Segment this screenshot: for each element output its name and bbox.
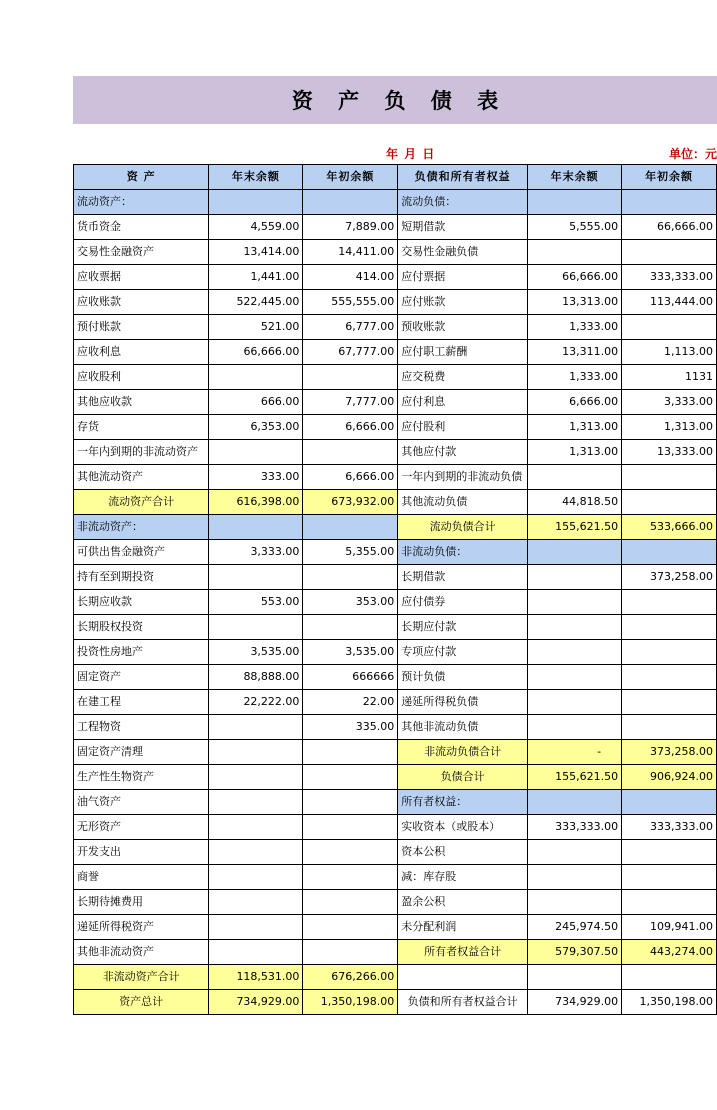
liability-end-balance bbox=[528, 965, 622, 990]
liability-name: 盈余公积 bbox=[398, 890, 528, 915]
asset-end-balance: 4,559.00 bbox=[209, 215, 303, 240]
table-row bbox=[74, 590, 717, 615]
liability-begin-balance bbox=[622, 640, 717, 665]
liability-end-balance: 579,307.50 bbox=[528, 940, 622, 965]
table-row bbox=[74, 765, 717, 790]
asset-end-balance bbox=[209, 890, 303, 915]
liability-end-balance bbox=[528, 540, 622, 565]
asset-end-balance: 553.00 bbox=[209, 590, 303, 615]
liability-begin-balance bbox=[622, 240, 717, 265]
liability-end-balance: 1,333.00 bbox=[528, 315, 622, 340]
header-asset-begin-balance: 年初余额 bbox=[303, 165, 398, 190]
asset-begin-balance bbox=[303, 740, 398, 765]
table-row bbox=[74, 190, 717, 215]
liability-end-balance: 1,313.00 bbox=[528, 440, 622, 465]
liability-end-balance: 245,974.50 bbox=[528, 915, 622, 940]
asset-begin-balance: 1,350,198.00 bbox=[303, 990, 398, 1015]
asset-name: 非流动资产： bbox=[74, 515, 209, 540]
liability-begin-balance bbox=[622, 315, 717, 340]
liability-name: 其他非流动负债 bbox=[398, 715, 528, 740]
asset-end-balance: 66,666.00 bbox=[209, 340, 303, 365]
asset-begin-balance: 22.00 bbox=[303, 690, 398, 715]
liability-name: 其他流动负债 bbox=[398, 490, 528, 515]
asset-name: 存货 bbox=[74, 415, 209, 440]
asset-name: 投资性房地产 bbox=[74, 640, 209, 665]
liability-name: 应交税费 bbox=[398, 365, 528, 390]
liability-begin-balance bbox=[622, 665, 717, 690]
asset-name: 递延所得税资产 bbox=[74, 915, 209, 940]
table-row bbox=[74, 915, 717, 940]
liability-name: 应付利息 bbox=[398, 390, 528, 415]
table-row bbox=[74, 390, 717, 415]
liability-end-balance: 44,818.50 bbox=[528, 490, 622, 515]
asset-name: 持有至到期投资 bbox=[74, 565, 209, 590]
table-row bbox=[74, 790, 717, 815]
liability-end-balance bbox=[528, 465, 622, 490]
header-liability-begin-balance: 年初余额 bbox=[622, 165, 717, 190]
asset-name: 应收账款 bbox=[74, 290, 209, 315]
asset-begin-balance: 673,932.00 bbox=[303, 490, 398, 515]
liability-begin-balance: 1131 bbox=[622, 365, 717, 390]
asset-begin-balance: 5,355.00 bbox=[303, 540, 398, 565]
title-banner bbox=[73, 76, 717, 124]
liability-begin-balance: 373,258.00 bbox=[622, 740, 717, 765]
asset-end-balance bbox=[209, 790, 303, 815]
liability-end-balance bbox=[528, 690, 622, 715]
liability-name: 应付债券 bbox=[398, 590, 528, 615]
asset-name: 工程物资 bbox=[74, 715, 209, 740]
liability-begin-balance: 113,444.00 bbox=[622, 290, 717, 315]
asset-name: 一年内到期的非流动资产 bbox=[74, 440, 209, 465]
liability-begin-balance bbox=[622, 590, 717, 615]
table-row bbox=[74, 490, 717, 515]
liability-end-balance: 155,621.50 bbox=[528, 765, 622, 790]
asset-name: 货币资金 bbox=[74, 215, 209, 240]
liability-end-balance: 1,313.00 bbox=[528, 415, 622, 440]
asset-end-balance bbox=[209, 915, 303, 940]
asset-begin-balance: 335.00 bbox=[303, 715, 398, 740]
asset-name: 流动资产： bbox=[74, 190, 209, 215]
asset-begin-balance: 6,777.00 bbox=[303, 315, 398, 340]
liability-name: 预计负债 bbox=[398, 665, 528, 690]
table-row bbox=[74, 890, 717, 915]
asset-end-balance bbox=[209, 865, 303, 890]
asset-begin-balance bbox=[303, 765, 398, 790]
liability-begin-balance bbox=[622, 540, 717, 565]
liability-end-balance bbox=[528, 640, 622, 665]
liability-end-balance bbox=[528, 190, 622, 215]
unit-label: 单位：元 bbox=[669, 147, 717, 161]
header-liability-name: 负债和所有者权益 bbox=[398, 165, 528, 190]
liability-begin-balance: 3,333.00 bbox=[622, 390, 717, 415]
liability-name: 负债和所有者权益合计 bbox=[398, 990, 528, 1015]
asset-name: 其他应收款 bbox=[74, 390, 209, 415]
asset-begin-balance bbox=[303, 915, 398, 940]
liability-begin-balance bbox=[622, 965, 717, 990]
table-row bbox=[74, 615, 717, 640]
asset-name: 应收股利 bbox=[74, 365, 209, 390]
liability-begin-balance: 533,666.00 bbox=[622, 515, 717, 540]
liability-name bbox=[398, 965, 528, 990]
asset-name: 长期待摊费用 bbox=[74, 890, 209, 915]
asset-begin-balance: 353.00 bbox=[303, 590, 398, 615]
table-row bbox=[74, 990, 717, 1015]
asset-begin-balance bbox=[303, 515, 398, 540]
liability-begin-balance: 109,941.00 bbox=[622, 915, 717, 940]
asset-end-balance: 13,414.00 bbox=[209, 240, 303, 265]
table-row bbox=[74, 715, 717, 740]
table-row bbox=[74, 690, 717, 715]
liability-end-balance: 13,313.00 bbox=[528, 290, 622, 315]
asset-begin-balance bbox=[303, 365, 398, 390]
liability-end-balance: 734,929.00 bbox=[528, 990, 622, 1015]
asset-end-balance bbox=[209, 565, 303, 590]
page-title: 资 产 负 债 表 bbox=[291, 89, 508, 113]
liability-begin-balance: 333,333.00 bbox=[622, 265, 717, 290]
date-label: 年 月 日 bbox=[386, 147, 436, 161]
asset-begin-balance: 414.00 bbox=[303, 265, 398, 290]
asset-name: 流动资产合计 bbox=[74, 490, 209, 515]
header-row bbox=[74, 165, 717, 190]
asset-end-balance: 118,531.00 bbox=[209, 965, 303, 990]
table-row bbox=[74, 465, 717, 490]
liability-begin-balance: 1,113.00 bbox=[622, 340, 717, 365]
asset-name: 固定资产清理 bbox=[74, 740, 209, 765]
liability-name: 所有者权益： bbox=[398, 790, 528, 815]
asset-end-balance bbox=[209, 615, 303, 640]
asset-end-balance: 88,888.00 bbox=[209, 665, 303, 690]
asset-begin-balance: 14,411.00 bbox=[303, 240, 398, 265]
liability-begin-balance: 66,666.00 bbox=[622, 215, 717, 240]
liability-name: 交易性金融负债 bbox=[398, 240, 528, 265]
liability-name: 长期借款 bbox=[398, 565, 528, 590]
liability-begin-balance bbox=[622, 865, 717, 890]
asset-begin-balance bbox=[303, 865, 398, 890]
asset-begin-balance: 3,535.00 bbox=[303, 640, 398, 665]
asset-name: 固定资产 bbox=[74, 665, 209, 690]
asset-name: 油气资产 bbox=[74, 790, 209, 815]
table-row bbox=[74, 365, 717, 390]
asset-name: 应收利息 bbox=[74, 340, 209, 365]
asset-name: 长期股权投资 bbox=[74, 615, 209, 640]
liability-end-balance bbox=[528, 790, 622, 815]
asset-end-balance: 3,535.00 bbox=[209, 640, 303, 665]
liability-name: 应付票据 bbox=[398, 265, 528, 290]
liability-end-balance: - bbox=[528, 740, 622, 765]
asset-begin-balance bbox=[303, 440, 398, 465]
liability-end-balance bbox=[528, 865, 622, 890]
liability-begin-balance: 13,333.00 bbox=[622, 440, 717, 465]
liability-name: 一年内到期的非流动负债 bbox=[398, 465, 528, 490]
liability-end-balance bbox=[528, 715, 622, 740]
asset-end-balance: 6,353.00 bbox=[209, 415, 303, 440]
asset-name: 开发支出 bbox=[74, 840, 209, 865]
liability-begin-balance bbox=[622, 715, 717, 740]
table-row bbox=[74, 740, 717, 765]
asset-end-balance bbox=[209, 715, 303, 740]
liability-name: 专项应付款 bbox=[398, 640, 528, 665]
table-row bbox=[74, 940, 717, 965]
liability-begin-balance: 443,274.00 bbox=[622, 940, 717, 965]
table-row bbox=[74, 540, 717, 565]
asset-end-balance bbox=[209, 840, 303, 865]
table-row bbox=[74, 265, 717, 290]
liability-begin-balance bbox=[622, 490, 717, 515]
asset-end-balance bbox=[209, 515, 303, 540]
table-row bbox=[74, 815, 717, 840]
asset-end-balance bbox=[209, 740, 303, 765]
table-row bbox=[74, 515, 717, 540]
asset-name: 商誉 bbox=[74, 865, 209, 890]
asset-name: 应收票据 bbox=[74, 265, 209, 290]
asset-begin-balance: 6,666.00 bbox=[303, 415, 398, 440]
liability-end-balance bbox=[528, 565, 622, 590]
table-row bbox=[74, 565, 717, 590]
table-row bbox=[74, 865, 717, 890]
asset-name: 在建工程 bbox=[74, 690, 209, 715]
asset-end-balance bbox=[209, 765, 303, 790]
asset-end-balance bbox=[209, 440, 303, 465]
table-row bbox=[74, 340, 717, 365]
asset-begin-balance bbox=[303, 815, 398, 840]
liability-name: 实收资本（或股本） bbox=[398, 815, 528, 840]
liability-end-balance bbox=[528, 840, 622, 865]
asset-end-balance: 1,441.00 bbox=[209, 265, 303, 290]
table-row bbox=[74, 415, 717, 440]
liability-begin-balance: 373,258.00 bbox=[622, 565, 717, 590]
liability-begin-balance bbox=[622, 465, 717, 490]
liability-name: 长期应付款 bbox=[398, 615, 528, 640]
asset-begin-balance bbox=[303, 615, 398, 640]
liability-end-balance: 13,311.00 bbox=[528, 340, 622, 365]
asset-end-balance bbox=[209, 365, 303, 390]
table-row bbox=[74, 290, 717, 315]
liability-name: 流动负债合计 bbox=[398, 515, 528, 540]
header-liability-end-balance: 年末余额 bbox=[528, 165, 622, 190]
liability-name: 应付账款 bbox=[398, 290, 528, 315]
liability-name: 递延所得税负债 bbox=[398, 690, 528, 715]
asset-name: 其他流动资产 bbox=[74, 465, 209, 490]
asset-name: 预付账款 bbox=[74, 315, 209, 340]
asset-begin-balance: 7,889.00 bbox=[303, 215, 398, 240]
asset-end-balance: 666.00 bbox=[209, 390, 303, 415]
asset-end-balance bbox=[209, 190, 303, 215]
liability-begin-balance bbox=[622, 840, 717, 865]
asset-name: 交易性金融资产 bbox=[74, 240, 209, 265]
liability-begin-balance bbox=[622, 890, 717, 915]
table-row bbox=[74, 640, 717, 665]
liability-name: 未分配利润 bbox=[398, 915, 528, 940]
asset-name: 长期应收款 bbox=[74, 590, 209, 615]
table-row bbox=[74, 965, 717, 990]
asset-begin-balance: 676,266.00 bbox=[303, 965, 398, 990]
liability-begin-balance bbox=[622, 615, 717, 640]
liability-name: 资本公积 bbox=[398, 840, 528, 865]
header-asset-name: 资 产 bbox=[74, 165, 209, 190]
asset-name: 资产总计 bbox=[74, 990, 209, 1015]
liability-end-balance bbox=[528, 615, 622, 640]
liability-end-balance bbox=[528, 890, 622, 915]
liability-end-balance: 5,555.00 bbox=[528, 215, 622, 240]
asset-end-balance bbox=[209, 815, 303, 840]
liability-name: 流动负债： bbox=[398, 190, 528, 215]
table-row bbox=[74, 315, 717, 340]
liability-begin-balance bbox=[622, 690, 717, 715]
liability-end-balance: 333,333.00 bbox=[528, 815, 622, 840]
asset-begin-balance bbox=[303, 890, 398, 915]
asset-begin-balance bbox=[303, 565, 398, 590]
liability-name: 非流动负债合计 bbox=[398, 740, 528, 765]
liability-name: 所有者权益合计 bbox=[398, 940, 528, 965]
liability-end-balance bbox=[528, 665, 622, 690]
asset-begin-balance bbox=[303, 790, 398, 815]
liability-name: 应付股利 bbox=[398, 415, 528, 440]
asset-end-balance: 3,333.00 bbox=[209, 540, 303, 565]
liability-end-balance bbox=[528, 240, 622, 265]
asset-end-balance: 616,398.00 bbox=[209, 490, 303, 515]
table-row bbox=[74, 840, 717, 865]
liability-begin-balance: 1,350,198.00 bbox=[622, 990, 717, 1015]
asset-name: 无形资产 bbox=[74, 815, 209, 840]
liability-name: 应付职工薪酬 bbox=[398, 340, 528, 365]
asset-end-balance: 22,222.00 bbox=[209, 690, 303, 715]
asset-begin-balance: 67,777.00 bbox=[303, 340, 398, 365]
liability-end-balance: 155,621.50 bbox=[528, 515, 622, 540]
asset-end-balance bbox=[209, 940, 303, 965]
table-row bbox=[74, 665, 717, 690]
asset-end-balance: 734,929.00 bbox=[209, 990, 303, 1015]
asset-begin-balance bbox=[303, 840, 398, 865]
asset-end-balance: 333.00 bbox=[209, 465, 303, 490]
asset-begin-balance bbox=[303, 190, 398, 215]
asset-begin-balance: 555,555.00 bbox=[303, 290, 398, 315]
asset-begin-balance: 6,666.00 bbox=[303, 465, 398, 490]
asset-end-balance: 521.00 bbox=[209, 315, 303, 340]
asset-end-balance: 522,445.00 bbox=[209, 290, 303, 315]
liability-name: 预收账款 bbox=[398, 315, 528, 340]
table-row bbox=[74, 240, 717, 265]
asset-name: 其他非流动资产 bbox=[74, 940, 209, 965]
asset-name: 非流动资产合计 bbox=[74, 965, 209, 990]
asset-begin-balance bbox=[303, 940, 398, 965]
liability-name: 减：库存股 bbox=[398, 865, 528, 890]
liability-end-balance: 6,666.00 bbox=[528, 390, 622, 415]
liability-begin-balance: 1,313.00 bbox=[622, 415, 717, 440]
liability-name: 其他应付款 bbox=[398, 440, 528, 465]
asset-begin-balance: 666666 bbox=[303, 665, 398, 690]
liability-end-balance bbox=[528, 590, 622, 615]
liability-end-balance: 66,666.00 bbox=[528, 265, 622, 290]
liability-name: 非流动负债： bbox=[398, 540, 528, 565]
liability-name: 短期借款 bbox=[398, 215, 528, 240]
liability-begin-balance bbox=[622, 190, 717, 215]
liability-begin-balance: 906,924.00 bbox=[622, 765, 717, 790]
liability-begin-balance: 333,333.00 bbox=[622, 815, 717, 840]
liability-name: 负债合计 bbox=[398, 765, 528, 790]
balance-sheet-table bbox=[73, 164, 717, 1015]
liability-begin-balance bbox=[622, 790, 717, 815]
table-row bbox=[74, 440, 717, 465]
asset-begin-balance: 7,777.00 bbox=[303, 390, 398, 415]
liability-end-balance: 1,333.00 bbox=[528, 365, 622, 390]
asset-name: 可供出售金融资产 bbox=[74, 540, 209, 565]
table-row bbox=[74, 215, 717, 240]
asset-name: 生产性生物资产 bbox=[74, 765, 209, 790]
header-asset-end-balance: 年末余额 bbox=[209, 165, 303, 190]
